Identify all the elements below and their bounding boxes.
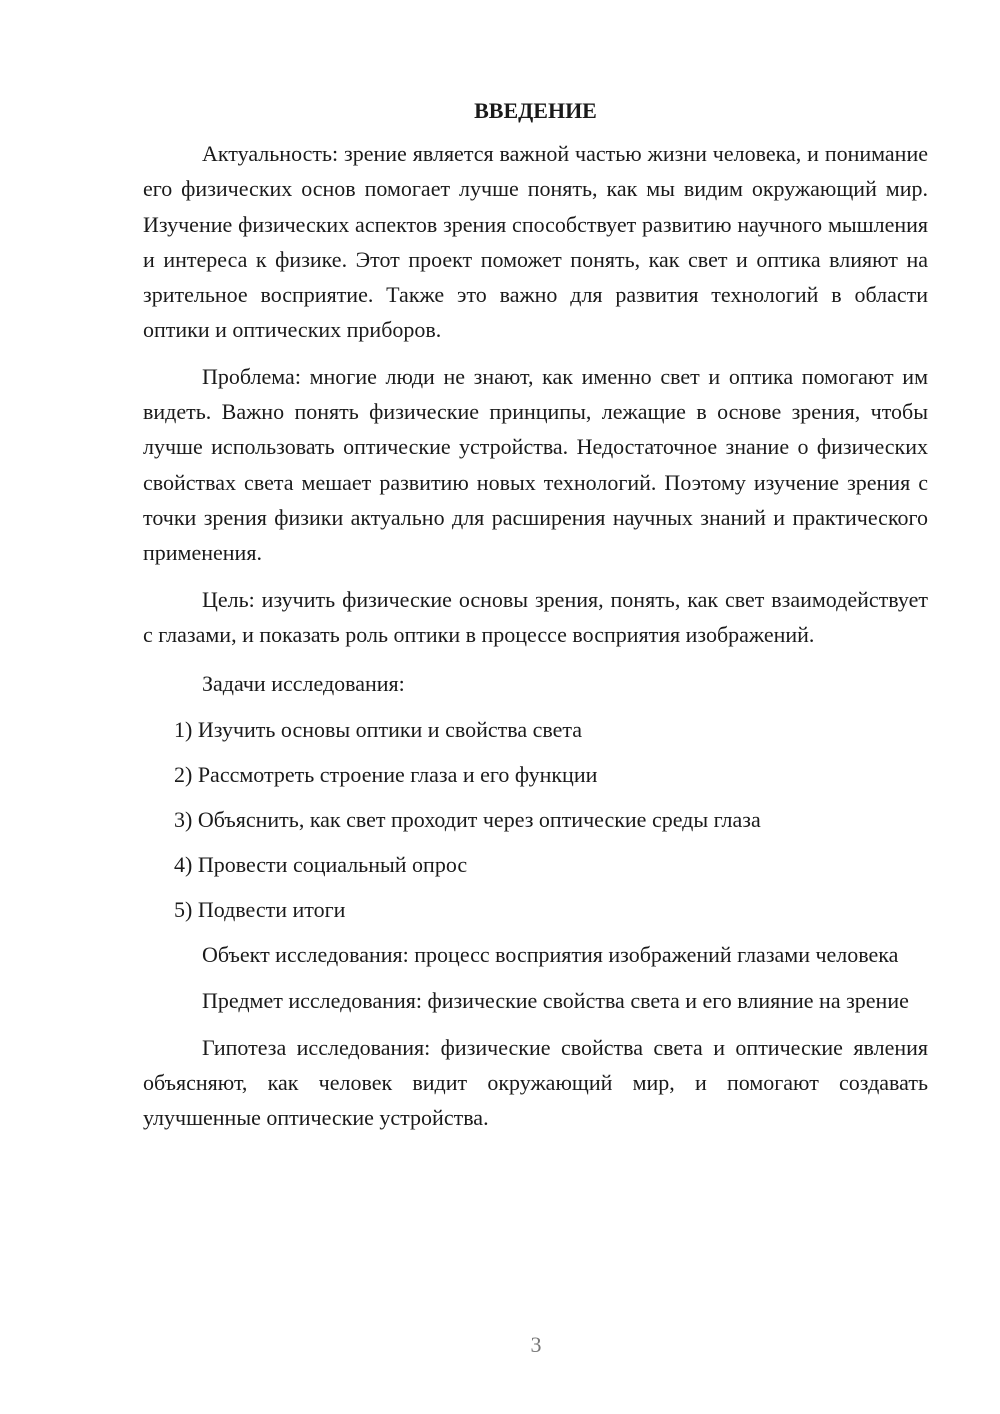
tasks-heading: Задачи исследования:: [202, 671, 405, 697]
page-number: 3: [530, 1332, 542, 1357]
spacer: [143, 348, 928, 359]
goal-paragraph: Цель: изучить физические основы зрения, понять, как свет взаимодействует с глазами, и показать роль оптики в процессе восприятия изображений.: [143, 586, 928, 647]
relevance-paragraph: Актуальность: зрение является важной частью жизни человека, и понимание его физических основ помогает лучше понять, как мы видим окружающий мир. Изучение физических аспектов зрения способствует развитию научного мышления и интереса к физике. Этот проект поможет понять, как свет и оптика влияют на зрительное восприятие. Также это важно для развития технологий в области оптики и оптических приборов.: [143, 141, 928, 343]
list-item: 2) Рассмотреть строение глаза и его функции: [174, 762, 598, 788]
spacer: [143, 652, 928, 666]
document-page: [143, 96, 928, 1136]
subject-paragraph: Предмет исследования: физические свойства света и его влияние на зрение: [202, 988, 909, 1014]
list-item: 1) Изучить основы оптики и свойства света: [174, 717, 583, 743]
list-item: 4) Провести социальный опрос: [174, 852, 468, 878]
spacer: [143, 972, 928, 983]
object-paragraph: Объект исследования: процесс восприятия изображений глазами человека: [202, 942, 899, 968]
problem-paragraph: Проблема: многие люди не знают, как именно свет и оптика помогают им видеть. Важно понять физические принципы, лежащие в основе зрения, чтобы лучше использовать оптические устройства. Недостаточное знание о физических свойствах света мешает развитию новых технологий. Поэтому изучение зрения с точки зрения физики актуально для расширения научных знаний и практического применения.: [143, 363, 928, 566]
section-title: ВВЕДЕНИЕ: [474, 98, 597, 123]
spacer: [143, 1019, 928, 1030]
list-item: 3) Объяснить, как свет проходит через оптические среды глаза: [174, 807, 761, 833]
list-item: 5) Подвести итоги: [174, 897, 346, 923]
spacer: [143, 701, 928, 712]
hypothesis-paragraph: Гипотеза исследования: физические свойства света и оптические явления объясняют, как человек видит окружающий мир, и помогают создавать улучшенные оптические устройства.: [143, 1034, 928, 1131]
tasks-list: [143, 712, 928, 927]
spacer: [143, 571, 928, 582]
